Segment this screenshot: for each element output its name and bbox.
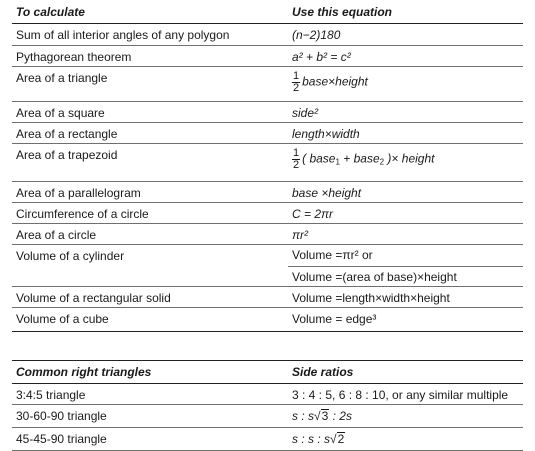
row-equation (288, 245, 523, 286)
row-label: Area of a parallelogram (16, 186, 141, 200)
row-label: Area of a circle (16, 228, 97, 242)
row-equation: 3 : 4 : 5, 6 : 8 : 10, or any similar multiple (292, 388, 509, 402)
row-equation: πr² (292, 228, 309, 242)
sqrt-symbol: √ (330, 432, 337, 446)
row-label: Sum of all interior angles of any polygon (16, 28, 230, 42)
row-equation (288, 67, 523, 101)
table-row (12, 123, 523, 144)
table-row (12, 182, 523, 203)
subscript: 1 (335, 157, 340, 167)
ratio-part: s : s (292, 409, 315, 423)
equation-part: )× height (384, 151, 435, 166)
row-equation: a² + b² = c² (292, 50, 351, 64)
fraction-denominator: 2 (293, 82, 300, 94)
row-equation (288, 405, 523, 427)
table-row (12, 287, 523, 308)
ratio-part: s : s : s (292, 432, 331, 446)
table-row (12, 46, 523, 67)
row-equation (288, 144, 523, 181)
row-equation: Volume = edge³ (292, 312, 377, 326)
fraction (292, 71, 300, 94)
row-equation: Volume =length×width×height (292, 291, 450, 305)
table-row (12, 224, 523, 245)
table-row (12, 24, 523, 46)
equation-line-2: Volume =(area of base)×height (292, 270, 457, 284)
row-label: Area of a square (16, 106, 105, 120)
right-triangle-table (12, 360, 523, 451)
equation-part: + base (339, 151, 380, 166)
sqrt-radicand: 2 (337, 432, 345, 446)
fraction (292, 148, 300, 171)
table-row (12, 308, 523, 332)
equation-part: ( base (302, 151, 336, 166)
header-side-ratios: Side ratios (292, 365, 354, 379)
row-label: Area of a rectangle (16, 127, 118, 141)
row-equation: base ×height (292, 186, 362, 200)
fraction-denominator: 2 (293, 159, 300, 171)
formula-table (12, 0, 523, 332)
row-equation: (n−2)180 (292, 28, 341, 42)
row-equation: C = 2πr (292, 207, 334, 221)
table-header (12, 0, 523, 24)
row-label: 45-45-90 triangle (16, 432, 107, 446)
table-row (12, 203, 523, 224)
row-equation: length×width (292, 127, 360, 141)
row-label: 3:4:5 triangle (16, 388, 86, 402)
row-label: Area of a trapezoid (16, 148, 118, 162)
equation-line-1: Volume =πr² or (288, 245, 523, 267)
sqrt-symbol: √ (314, 409, 321, 423)
header-to-calculate: To calculate (16, 4, 85, 19)
row-label: Volume of a cylinder (16, 249, 125, 263)
fraction-numerator: 1 (293, 147, 300, 159)
row-label: Pythagorean theorem (16, 50, 132, 64)
table-row (12, 102, 523, 123)
row-label: Area of a triangle (16, 71, 108, 85)
table-row (12, 144, 523, 182)
equation-expression: base×height (302, 74, 368, 89)
row-equation: side² (292, 106, 319, 120)
table-row (12, 384, 523, 405)
subscript: 2 (379, 157, 385, 167)
fraction-numerator: 1 (293, 70, 300, 82)
table-header (12, 360, 523, 384)
row-equation (288, 428, 523, 450)
table-row (12, 245, 523, 287)
row-label: Volume of a rectangular solid (16, 291, 171, 305)
header-use-this-equation: Use this equation (292, 4, 393, 19)
sqrt-radicand: 3 (321, 409, 329, 423)
header-common-right-triangles: Common right triangles (16, 365, 152, 379)
ratio-part: : 2s (329, 409, 352, 423)
table-row (12, 67, 523, 102)
row-label: 30-60-90 triangle (16, 409, 107, 423)
row-label: Volume of a cube (16, 312, 109, 326)
table-row (12, 405, 523, 428)
row-label: Circumference of a circle (16, 207, 149, 221)
table-row (12, 428, 523, 451)
